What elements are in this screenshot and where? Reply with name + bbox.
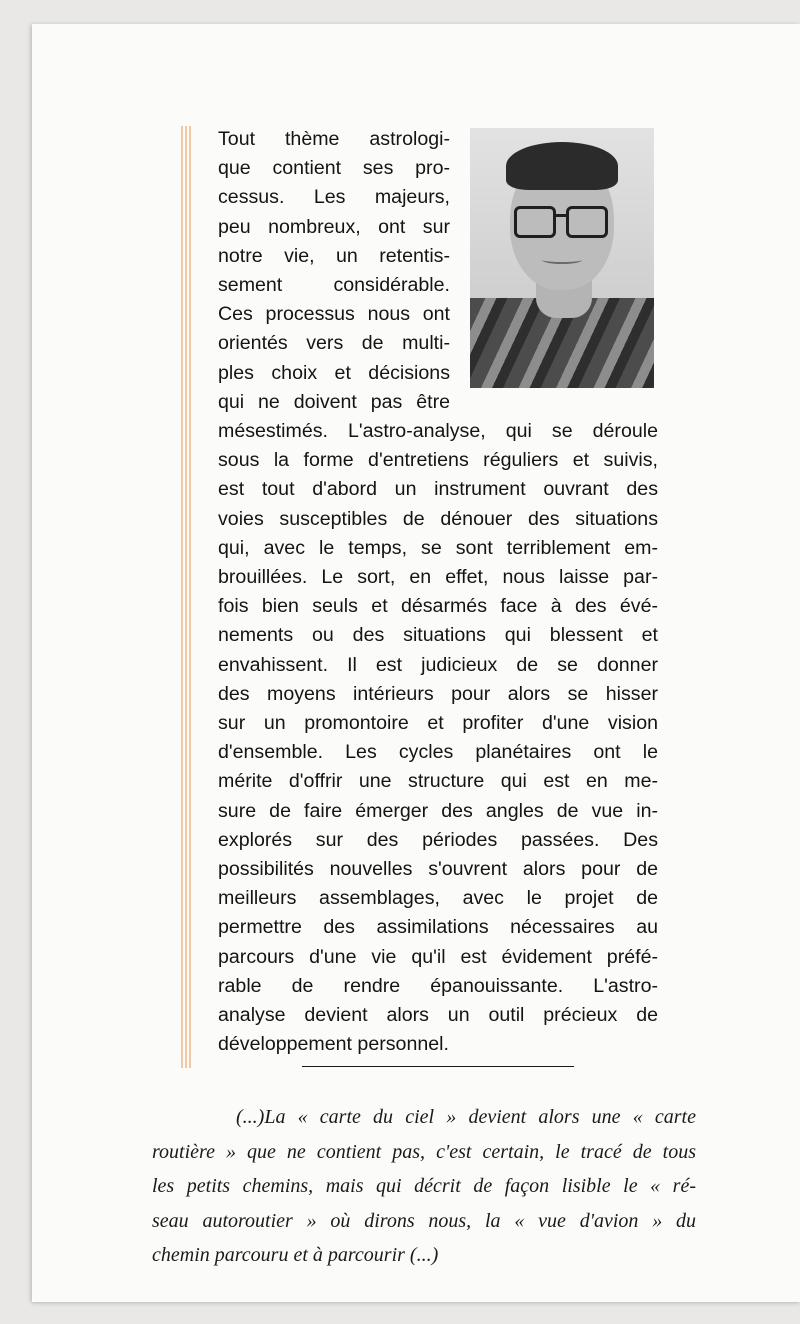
- blurb-line: Ces processus nous ont: [218, 303, 450, 326]
- quote-block: [152, 1100, 696, 1273]
- quote-line: seau autoroutier » où dirons nous, la « vue d'avion » du: [152, 1209, 696, 1232]
- blurb-line: meilleurs assemblages, avec le projet de: [218, 887, 658, 910]
- blurb-line: ples choix et décisions: [218, 361, 450, 384]
- blurb-line: sous la forme d'entretiens réguliers et suivis,: [218, 449, 658, 472]
- blurb-line: qui, avec le temps, se sont terriblement em-: [218, 536, 658, 559]
- blurb-line: permettre des assimilations nécessaires au: [218, 916, 658, 939]
- blurb-line: parcours d'une vie qu'il est évidement préfé-: [218, 945, 658, 968]
- blurb-line: brouillées. Le sort, en effet, nous laisse par-: [218, 566, 658, 589]
- back-cover: [32, 24, 800, 1302]
- blurb-line: rable de rendre épanouissante. L'astro-: [218, 974, 658, 997]
- blurb-line: notre vie, un retentis-: [218, 244, 450, 267]
- blurb-line: Tout thème astrologi-: [218, 128, 450, 150]
- blurb-line: que contient ses pro-: [218, 157, 450, 180]
- blurb-line: analyse devient alors un outil précieux de: [218, 1004, 658, 1027]
- quote-line: (...)La « carte du ciel » devient alors une « carte: [236, 1106, 696, 1128]
- blurb-line: qui ne doivent pas être: [218, 390, 450, 413]
- blurb-line: voies susceptibles de dénouer des situations: [218, 507, 658, 530]
- blurb-line: est tout d'abord un instrument ouvrant des: [218, 478, 658, 501]
- quote-line: routière » que ne contient pas, c'est certain, le tracé de tous: [152, 1140, 696, 1163]
- blurb-text: [218, 125, 658, 1060]
- section-divider: [302, 1066, 574, 1067]
- blurb-line: sur un promontoire et profiter d'une vision: [218, 712, 658, 735]
- blurb-line: des moyens intérieurs pour alors se hisser: [218, 682, 658, 705]
- blurb-line: possibilités nouvelles s'ouvrent alors pour de: [218, 858, 658, 881]
- quote-line: chemin parcouru et à parcourir (...): [152, 1244, 439, 1266]
- blurb-line: fois bien seuls et désarmés face à des évé-: [218, 595, 658, 618]
- blurb-line: explorés sur des périodes passées. Des: [218, 828, 658, 851]
- blurb-line: mérite d'offrir une structure qui est en me-: [218, 770, 658, 793]
- blurb-line: nements ou des situations qui blessent et: [218, 624, 658, 647]
- blurb-line: sement considérable.: [218, 274, 450, 297]
- blurb-line: développement personnel.: [218, 1033, 449, 1056]
- blurb-line: cessus. Les majeurs,: [218, 186, 450, 209]
- blurb-line: envahissent. Il est judicieux de se donner: [218, 653, 658, 676]
- quote-line: les petits chemins, mais qui décrit de façon lisible le « ré-: [152, 1175, 696, 1197]
- blurb-line: mésestimés. L'astro-analyse, qui se déroule: [218, 420, 658, 443]
- decorative-vertical-rule: [180, 126, 194, 1068]
- blurb-line: orientés vers de multi-: [218, 332, 450, 355]
- blurb-line: peu nombreux, ont sur: [218, 215, 450, 238]
- blurb-line: sure de faire émerger des angles de vue in-: [218, 799, 658, 822]
- blurb-line: d'ensemble. Les cycles planétaires ont le: [218, 741, 658, 764]
